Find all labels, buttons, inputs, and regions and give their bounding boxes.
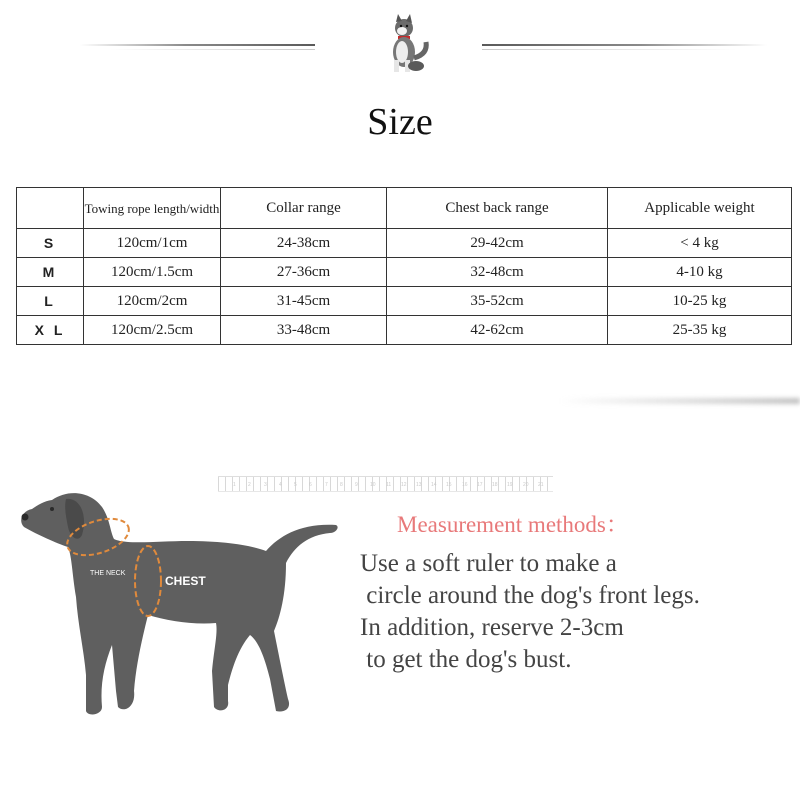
measurement-methods-title: Measurement methods：: [397, 512, 629, 537]
ruler-tick-label: 3: [264, 482, 267, 488]
dog-eye: [50, 507, 54, 511]
size-label: S: [17, 229, 84, 258]
weight-cell: 4-10 kg: [608, 258, 792, 287]
ruler-tick-label: 4: [279, 482, 282, 488]
size-label: L: [17, 287, 84, 316]
dog-measurement-diagram: [18, 485, 348, 720]
rope-cell: 120cm/1cm: [84, 229, 221, 258]
table-row: [17, 258, 792, 287]
instruction-line: to get the dog's bust.: [360, 646, 572, 673]
ruler-tick-label: 8: [340, 482, 343, 488]
rope-cell: 120cm/1.5cm: [84, 258, 221, 287]
ruler-tick-label: 7: [325, 482, 328, 488]
instruction-line: In addition, reserve 2-3cm: [360, 614, 624, 641]
rope-cell: 120cm/2cm: [84, 287, 221, 316]
decorative-shadow-line: [560, 398, 800, 404]
ruler-tick-label: 15: [446, 482, 452, 488]
weight-cell: 10-25 kg: [608, 287, 792, 316]
ruler-tick-label: 6: [309, 482, 312, 488]
husky-dog-icon: [380, 14, 432, 74]
instruction-line: Use a soft ruler to make a: [360, 550, 617, 577]
header-divider-right-secondary: [482, 49, 737, 50]
header-divider-left: [80, 44, 315, 46]
table-row: [17, 229, 792, 258]
collar-cell: 33-48cm: [221, 316, 387, 345]
measurement-instructions: [360, 548, 800, 676]
table-row: [17, 287, 792, 316]
table-header-row: [17, 188, 792, 229]
rope-cell: 120cm/2.5cm: [84, 316, 221, 345]
ruler-tick-label: 16: [462, 482, 468, 488]
ruler-tick-label: 21: [538, 482, 544, 488]
instruction-line: circle around the dog's front legs.: [360, 582, 700, 609]
size-label: M: [17, 258, 84, 287]
ruler-tick-label: 11: [386, 482, 392, 488]
header-divider-left-secondary: [110, 49, 315, 50]
collar-cell: 27-36cm: [221, 258, 387, 287]
collar-cell: 31-45cm: [221, 287, 387, 316]
table-header-weight: Applicable weight: [608, 188, 792, 229]
weight-cell: < 4 kg: [608, 229, 792, 258]
chest-cell: 29-42cm: [387, 229, 608, 258]
size-table: [16, 187, 792, 345]
chest-cell: 35-52cm: [387, 287, 608, 316]
table-header-chest: Chest back range: [387, 188, 608, 229]
ruler-tick-label: 1: [233, 482, 236, 488]
dog-nose: [22, 514, 29, 521]
ruler-tick-label: 13: [416, 482, 422, 488]
ruler-tick-label: 2: [248, 482, 251, 488]
header-divider-right: [482, 44, 767, 46]
ruler-tick-label: 14: [431, 482, 437, 488]
table-row: [17, 316, 792, 345]
ruler-tick-label: 19: [507, 482, 513, 488]
dog-silhouette: [21, 493, 337, 714]
chest-cell: 32-48cm: [387, 258, 608, 287]
neck-label: THE NECK: [90, 570, 126, 577]
size-label: X L: [17, 316, 84, 345]
table-header-collar: Collar range: [221, 188, 387, 229]
chest-cell: 42-62cm: [387, 316, 608, 345]
chest-label: CHEST: [165, 574, 206, 588]
ruler-tick-label: 10: [370, 482, 376, 488]
collar-cell: 24-38cm: [221, 229, 387, 258]
ruler-tick-label: 5: [294, 482, 297, 488]
ruler-tick-label: 9: [355, 482, 358, 488]
ruler-tick-label: 17: [477, 482, 483, 488]
ruler-tick-label: 20: [523, 482, 529, 488]
weight-cell: 25-35 kg: [608, 316, 792, 345]
table-header-size: [17, 188, 84, 229]
page-title: Size: [367, 101, 433, 143]
table-header-rope: Towing rope length/width: [84, 188, 221, 229]
ruler-tick-label: 18: [492, 482, 498, 488]
ruler-tick-label: 12: [401, 482, 407, 488]
